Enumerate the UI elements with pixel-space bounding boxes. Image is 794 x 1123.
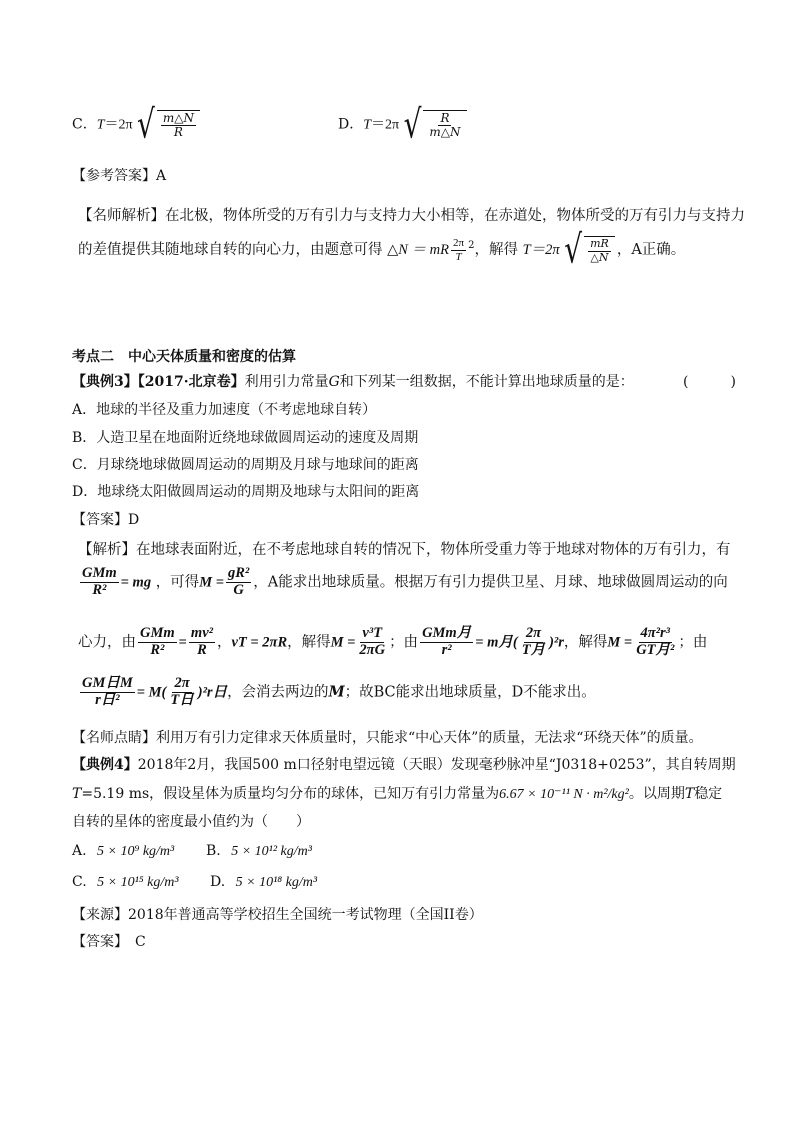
sqrt-expression: √ $\frac{m\triangle N}{R}$ xyxy=(137,110,202,139)
sqrt-expression: √ $\frac{R}{m\triangle N}$ xyxy=(404,110,469,139)
analysis-line-2: 的差值提供其随地球自转的向心力，由题意可得 △N ＝ mR $\frac{2\pi}{T}$ $^2$，解得 T＝2π √ $\frac{mR}{\triangle N}$ ，A正确。 xyxy=(78,226,686,273)
example4-line-3: 自转的星体的密度最小值约为（ ） xyxy=(72,814,310,830)
example4-option-c: C. 5 × 10¹⁵ kg/m³ xyxy=(72,874,179,890)
option-c: C．T＝2π √ $\frac{m\triangle N}{R}$ xyxy=(72,110,202,139)
example4-option-a: A. 5 × 10⁹ kg/m³ xyxy=(72,843,175,859)
reference-answer: 【参考答案】A xyxy=(72,168,167,184)
example3-option-b: B．人造卫星在地面附近绕地球做圆周运动的速度及周期 xyxy=(72,430,419,446)
example4-option-d: D. 5 × 10¹⁸ kg/m³ xyxy=(210,874,318,890)
example4-line-1: 【典例4】2018年2月，我国500 m口径射电望远镜（天眼）发现毫秒脉冲星“J0318+0253”，其自转周期 xyxy=(72,757,736,773)
example4-line-2: T=5.19 ms，假设星体为质量均匀分布的球体，已知万有引力常量为6.67 × 10⁻¹¹ N · m²/kg²。以周期T稳定 xyxy=(72,786,723,802)
example3-analysis-2: $\frac{\text{GMm}}{\text{R²}}$ = mg ，可得M = $\frac{\text{gR²}}{G}$ ，A能求出地球质量。根据万有引力提供卫星、月球、地球做圆周运动的向 xyxy=(82,565,728,598)
analysis-line-1: 【名师解析】在北极，物体所受的万有引力与支持力大小相等，在赤道处，物体所受的万有引力与支持力 xyxy=(78,208,745,224)
example3-analysis-4: $\frac{\text{GM日M}}{\text{r日²}}$ = M( $\frac{2\pi}{\text{T日}}$ )²r日，会消去两边的M；故BC能求出地球质量，D不能求出。 xyxy=(82,675,596,708)
example3-analysis-3: 心力，由 $\frac{\text{GMm}}{\text{R²}}$ = $\frac{\text{mv²}}{R}$ ，vT = 2πR，解得M = $\frac{\text{v³T}}{2\pi G}$ ；由 $\frac{\text{GMm月}}{\text{r²}}$ = m月( $\frac{2\pi}{\text{T月}}$ )²r，解得M = $\frac{\text{4π²r³}}{\text{GT月²}}$ ；由 xyxy=(78,625,708,658)
section-title: 考点二 中心天体质量和密度的估算 xyxy=(72,349,296,365)
option-d: D．T＝2π √ $\frac{R}{m\triangle N}$ xyxy=(338,110,469,139)
answer-paren: ( ) xyxy=(683,374,736,390)
example3-stem: 【典例3】【2017·北京卷】利用引力常量G和下列某一组数据，不能计算出地球质量的是： xyxy=(72,374,634,390)
example3-option-c: C．月球绕地球做圆周运动的周期及月球与地球间的距离 xyxy=(72,457,419,473)
example4-source: 【来源】2018年普通高等学校招生全国统一考试物理（全国II卷） xyxy=(72,907,483,923)
example3-answer: 【答案】D xyxy=(72,512,140,528)
example3-tip: 【名师点睛】利用万有引力定律求天体质量时，只能求“中心天体”的质量，无法求“环绕天体”的质量。 xyxy=(72,730,703,746)
example3-option-a: A．地球的半径及重力加速度（不考虑地球自转） xyxy=(72,402,377,418)
example4-option-b: B. 5 × 10¹² kg/m³ xyxy=(206,843,312,859)
example3-analysis-1: 【解析】在地球表面附近，在不考虑地球自转的情况下，物体所受重力等于地球对物体的万有引力，有 xyxy=(78,542,731,558)
example3-option-d: D．地球绕太阳做圆周运动的周期及地球与太阳间的距离 xyxy=(72,484,420,500)
example4-answer: 【答案】 C xyxy=(72,934,146,950)
